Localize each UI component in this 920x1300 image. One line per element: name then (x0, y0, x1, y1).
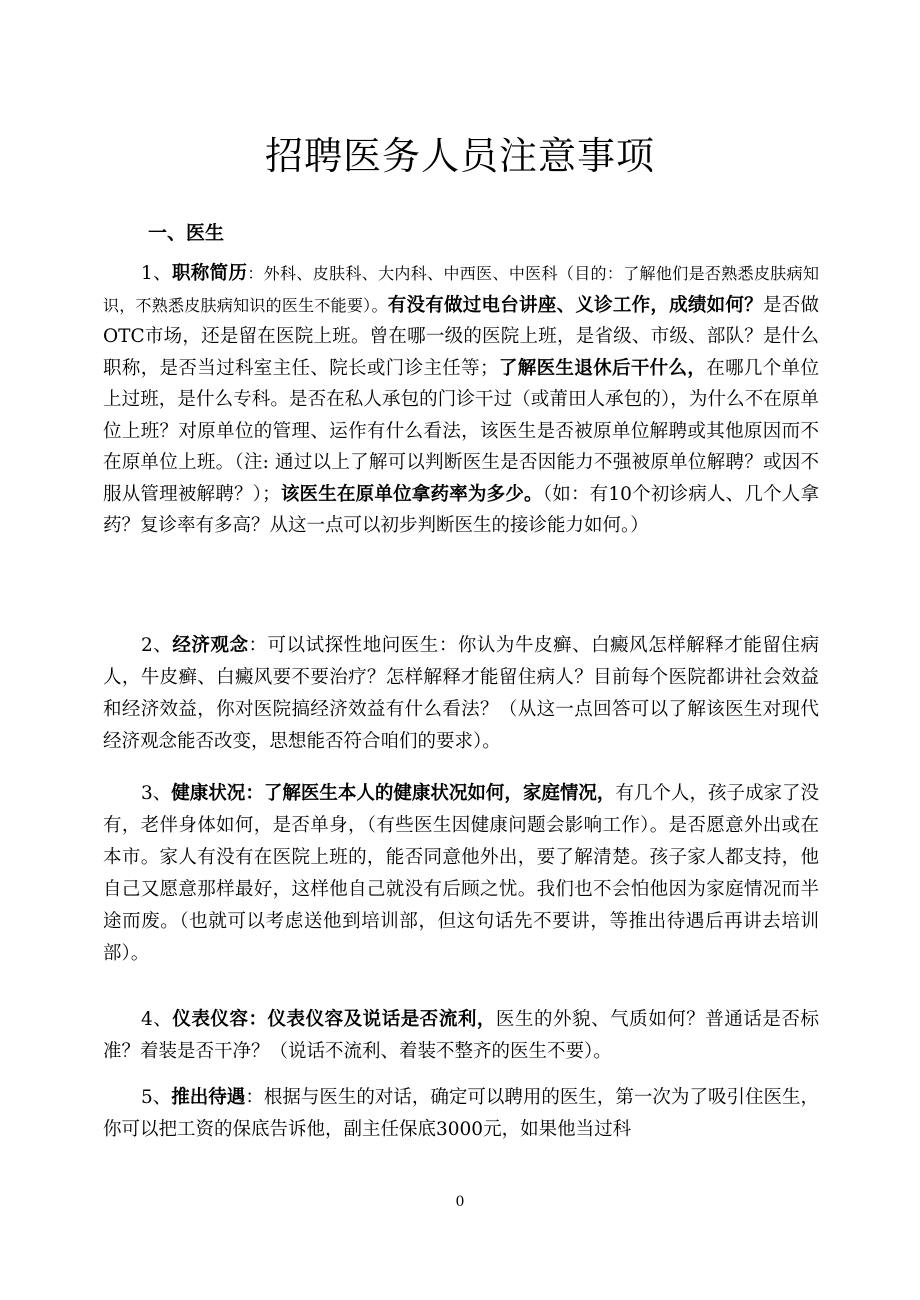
paragraph-text: ：可以试探性地问医生：你认为牛皮癣、白癜风怎样解释才能留住病人，牛皮癣、白癜风要不要治疗？怎样解释才能留住病人？目前每个医院都讲社会效益和经济效益，你对医院搞经济效益有什么看法？（从这一点回答可以了解该医生对现代经济观念能否改变，思想能否符合咱们的要求）。 (103, 635, 819, 752)
bold-text: 有没有做过电台讲座、义诊工作，成绩如何？ (387, 294, 763, 316)
bold-text: ：了解医生本人的健康状况如何，家庭情况， (245, 783, 616, 804)
bold-text: 该医生在原单位拿药率为多少。 (280, 483, 543, 505)
paragraph-text: ：根据与医生的对话，确定可以聘用的医生，第一次为了吸引住医生，你可以把工资的保底告诉他，副主任保底3000元，如果他当过科 (103, 1087, 819, 1140)
paragraph-text: ：外科、皮肤科、大内科、中西医、中医科（目的：了解他们是否熟悉皮肤病知识，不熟悉皮肤病知识的医生不能要）。 (103, 264, 819, 315)
bold-text: 了解医生退休后干什么， (498, 357, 707, 379)
item-label: 经济观念 (172, 635, 249, 656)
paragraph-health-status (103, 778, 819, 970)
paragraph-text: 在哪几个单位上过班，是什么专科。是否在私人承包的门诊干过（或莆田人承包的），为什么不在原单位上班？对原单位的管理、运作有什么看法，该医生是否被原单位解聘或其他原因而不在原单位上班。（注: 通过以上了解可以判断医生是否因能力不强被原单位解聘？或因不服从管理被解聘？）； (103, 357, 819, 505)
item-number: 3、 (141, 783, 172, 804)
item-label: 职称简历 (171, 263, 248, 284)
section-heading-doctor: 一、医生 (148, 222, 225, 244)
paragraph-text: 有几个人，孩子成家了没有，老伴身体如何，是否单身，（有些医生因健康问题会影响工作）。是否愿意外出或在本市。家人有没有在医院上班的，能否同意他外出，要了解清楚。孩子家人都支持，他自己又愿意那样最好，这样他自己就没有后顾之忧。我们也不会怕他因为家庭情况而半途而废。（也就可以考虑送他到培训部，但这句话先不要讲，等推出待遇后再讲去培训部）。 (103, 783, 819, 964)
paragraph-offer-terms (103, 1082, 819, 1146)
paragraph-text: （如：有10个初诊病人、几个人拿药？复诊率有多高？从这一点可以初步判断医生的接诊能力如何。） (103, 483, 819, 536)
paragraph-appearance (103, 1004, 819, 1068)
item-label: 健康状况 (171, 783, 246, 804)
item-number: 2、 (141, 635, 173, 656)
item-number: 4、 (141, 1009, 173, 1030)
document-title: 招聘医务人员注意事项 (264, 134, 655, 178)
item-number: 5、 (141, 1087, 172, 1108)
paragraph-economic-view (103, 630, 819, 758)
bold-text: ：仪表仪容及说话是否流利， (248, 1009, 496, 1030)
item-number: 1、 (141, 263, 172, 284)
paragraph-text: 是否做OTC市场，还是留在医院上班。曾在哪一级的医院上班，是省级、市级、部队？是什么职称，是否当过科室主任、院长或门诊主任等； (103, 294, 819, 379)
paragraph-title-resume (103, 258, 819, 542)
item-label: 仪表仪容 (172, 1009, 249, 1030)
paragraph-text: 医生的外貌、气质如何？普通话是否标准？着装是否干净？（说话不流利、着装不整齐的医生不要）。 (103, 1009, 819, 1062)
item-label: 推出待遇 (171, 1087, 246, 1108)
page-number: 0 (455, 1194, 465, 1210)
